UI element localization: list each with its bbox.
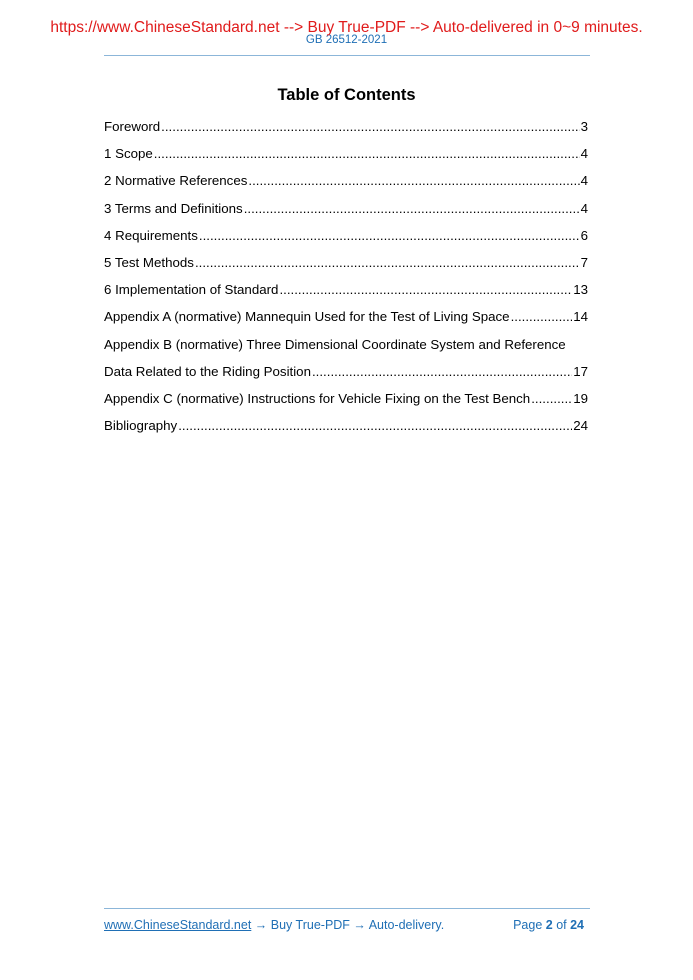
toc-entry-label: 6 Implementation of Standard (104, 282, 279, 298)
toc-entry-label: Appendix C (normative) Instructions for Vehicle Fixing on the Test Bench (104, 390, 531, 406)
toc-leader-dots (279, 280, 572, 300)
toc-entry-page: 19 (573, 390, 588, 406)
toc-entry-label: 1 Scope (104, 146, 153, 162)
toc-entry-label: 4 Requirements (104, 227, 198, 243)
toc-entry-page: 17 (573, 363, 588, 379)
toc-title: Table of Contents (277, 86, 416, 104)
page-of: of (552, 918, 571, 932)
toc-entry-page: 7 (580, 254, 588, 270)
toc-leader-dots (154, 144, 580, 164)
toc-entry-requirements[interactable] (104, 226, 588, 253)
toc-entry-appendix-b[interactable] (104, 335, 588, 362)
toc-entry-label: Bibliography (104, 418, 178, 434)
toc-entry-appendix-a[interactable] (104, 307, 588, 334)
toc-entry-implementation[interactable] (104, 280, 588, 307)
toc-entry-normative-references[interactable] (104, 171, 588, 198)
page-current: 2 (545, 918, 553, 932)
footer-site-link[interactable]: www.ChineseStandard.net (104, 918, 252, 932)
toc-entry-label: Appendix B (normative) Three Dimensional Coordinate System and Reference (104, 336, 566, 352)
footer-tagline: → Buy True-PDF → Auto-delivery. (251, 918, 445, 932)
toc-entry-scope[interactable] (104, 144, 588, 171)
toc-entry-label: 2 Normative References (104, 173, 248, 189)
toc-entry-page: 13 (573, 282, 588, 298)
page-indicator (513, 918, 584, 932)
toc-entry-page: 3 (580, 119, 588, 134)
toc-entry-page: 4 (580, 200, 588, 216)
toc-entry-page: 6 (580, 227, 588, 243)
promo-banner-link[interactable]: https://www.ChineseStandard.net --> Buy True-PDF --> Auto-delivered in 0~9 minutes. (50, 19, 643, 36)
footer-divider (104, 908, 590, 909)
toc-entry-bibliography[interactable] (104, 416, 588, 443)
toc-leader-dots (178, 416, 572, 436)
toc-entry-page: 4 (580, 173, 588, 189)
document-id: GB 26512-2021 (305, 34, 388, 46)
toc-entry-foreword[interactable] (104, 117, 588, 144)
toc-leader-dots (248, 171, 579, 191)
toc-list (104, 117, 588, 443)
toc-leader-dots (199, 226, 580, 246)
toc-entry-label: Data Related to the Riding Position (104, 363, 311, 379)
toc-entry-appendix-b-continued[interactable] (104, 362, 588, 389)
toc-leader-dots (312, 362, 572, 382)
toc-entry-page: 24 (573, 418, 588, 434)
page-total: 24 (570, 918, 584, 932)
toc-entry-label: Foreword (104, 119, 161, 134)
page-prefix: Page (513, 918, 546, 932)
toc-entry-terms-definitions[interactable] (104, 199, 588, 226)
toc-leader-dots (511, 307, 573, 327)
toc-entry-label: 5 Test Methods (104, 254, 194, 270)
toc-entry-page: 4 (580, 146, 588, 162)
toc-entry-appendix-c[interactable] (104, 389, 588, 416)
page-footer (104, 918, 588, 932)
toc-leader-dots (195, 253, 580, 273)
toc-entry-label: Appendix A (normative) Mannequin Used for the Test of Living Space (104, 309, 510, 325)
toc-entry-page: 14 (573, 309, 588, 325)
toc-leader-dots (244, 199, 580, 219)
header-divider (104, 55, 590, 56)
toc-entry-test-methods[interactable] (104, 253, 588, 280)
toc-leader-dots (531, 389, 572, 409)
toc-entry-label: 3 Terms and Definitions (104, 200, 243, 216)
toc-leader-dots (161, 117, 579, 137)
